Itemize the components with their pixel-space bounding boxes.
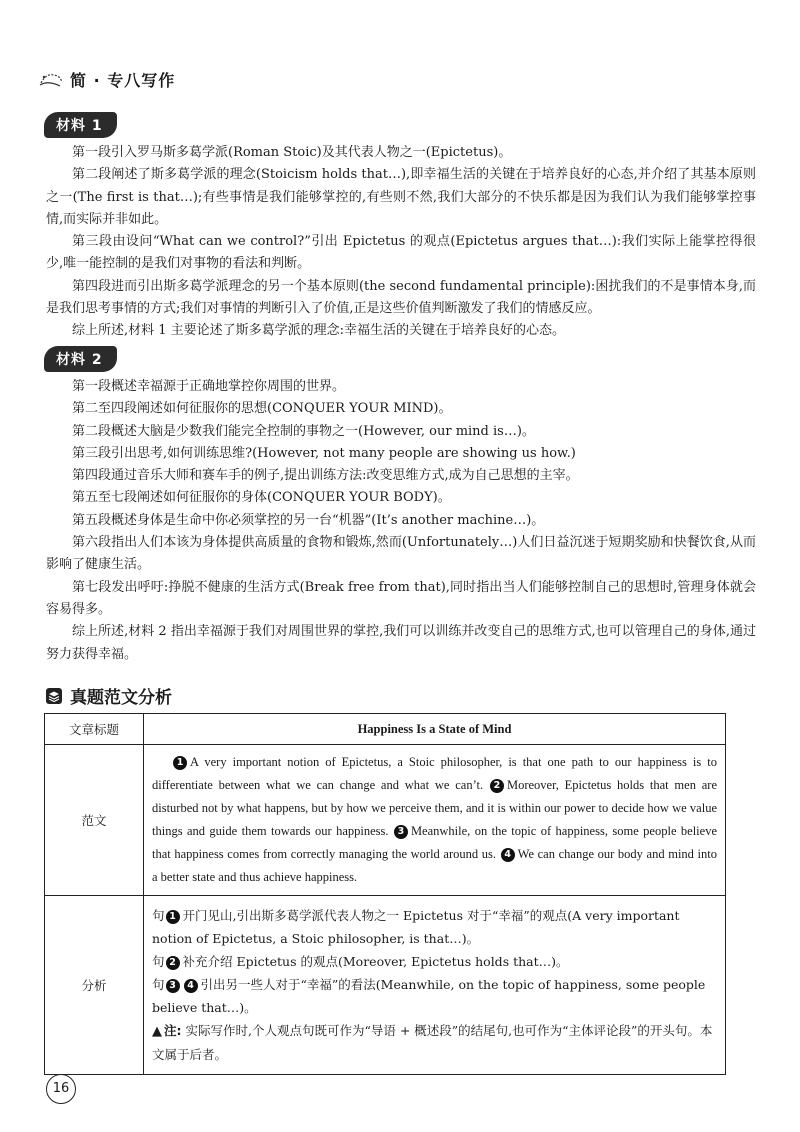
sentence-prefix: 句 — [152, 954, 165, 969]
material-2-paragraph: 第五至七段阐述如何征服你的身体(CONQUER YOUR BODY)。 — [72, 490, 451, 506]
analysis-line — [152, 950, 717, 973]
analysis-line — [152, 973, 717, 1019]
material-2-paragraph: 综上所述,材料 2 指出幸福源于我们对周围世界的掌控,我们可以训练并改变自己的思维方式,也可以管理自己的身体,通过努力获得幸福。 — [46, 624, 756, 662]
sentence-number-badge: 3 — [394, 825, 408, 839]
material-2-badge: 材料 2 — [44, 346, 117, 372]
page-number: 16 — [46, 1074, 76, 1104]
material-1-paragraph: 第二段阐述了斯多葛学派的理念(Stoicism holds that…),即幸福生活的关键在于培养良好的心态,并介绍了其基本原则之一(The first is that…);有些事情是我们能够掌控的,有些则不然,我们大部分的不快乐都是因为我们认为我们能够掌控事情,而实际并非如此。 — [46, 167, 756, 227]
book-logo-icon — [38, 69, 64, 91]
material-2-paragraph: 第二至四段阐述如何征服你的思想(CONQUER YOUR MIND)。 — [72, 401, 452, 417]
material-2-summary — [46, 376, 756, 666]
warning-icon: ▲ — [152, 1024, 162, 1039]
material-2-paragraph: 第五段概述身体是生命中你必须掌控的另一台“机器”(It’s another machine…)。 — [72, 512, 545, 528]
material-2-paragraph: 第一段概述幸福源于正确地掌控你周围的世界。 — [72, 379, 346, 394]
section-heading — [46, 683, 172, 708]
material-1-paragraph: 第三段由设问“What can we control?”引出 Epictetus 的观点(Epictetus argues that…):我们实际上能掌控得很少,唯一能控制的是我们对事物的看法和判断。 — [46, 234, 756, 272]
essay-sentence: A very important notion of Epictetus, a Stoic philosopher, is that one path to our happiness is to differentiate between what we can change and what we can’t. — [152, 755, 717, 792]
material-2-paragraph: 第三段引出思考,如何训练思维?(However, not many people are showing us how.) — [72, 445, 576, 461]
analysis-note — [152, 1019, 717, 1066]
analysis-label-cell: 分析 — [45, 896, 144, 1075]
sentence-number-badge: 1 — [173, 756, 187, 770]
sentence-number-badge: 2 — [166, 956, 180, 970]
analysis-text: 引出另一些人对于“幸福”的看法(Meanwhile, on the topic of happiness, some people believe that…)。 — [152, 977, 706, 1015]
sentence-number-badge: 4 — [501, 848, 515, 862]
essay-sentence: Meanwhile, on the topic of happiness, some people believe that happiness comes from correctly managing the world around us. — [152, 824, 717, 861]
essay-title-cell: Happiness Is a State of Mind — [144, 714, 726, 745]
material-2-paragraph: 第七段发出呼吁:挣脱不健康的生活方式(Break free from that),同时指出当人们能够控制自己的思想时,管理身体就会容易得多。 — [46, 579, 756, 617]
material-1-paragraph: 综上所述,材料 1 主要论述了斯多葛学派的理念:幸福生活的关键在于培养良好的心态。 — [72, 323, 566, 339]
material-1-paragraph: 第四段进而引出斯多葛学派理念的另一个基本原则(the second fundamental principle):困扰我们的不是事情本身,而是我们思考事情的方式;我们对事情的判断引入了价值,正是这些价值判断激发了我们的情感反应。 — [46, 278, 756, 317]
material-1-badge: 材料 1 — [44, 112, 117, 138]
sentence-number-badge: 4 — [184, 979, 198, 993]
essay-analysis-table — [44, 713, 726, 1075]
analysis-text: 补充介绍 Epictetus 的观点(Moreover, Epictetus holds that…)。 — [182, 954, 569, 969]
title-label-cell: 文章标题 — [45, 714, 144, 745]
material-1-summary — [46, 142, 756, 343]
material-2-paragraph: 第二段概述大脑是少数我们能完全控制的事物之一(However, our mind is…)。 — [72, 423, 535, 439]
sentence-number-badge: 3 — [166, 979, 180, 993]
table-row — [45, 896, 726, 1075]
note-label: 注: — [164, 1023, 182, 1038]
section-title: 真题范文分析 — [70, 688, 172, 708]
sentence-prefix: 句 — [152, 977, 165, 992]
stack-icon — [46, 688, 62, 704]
essay-text-cell — [144, 745, 726, 896]
running-header — [38, 68, 175, 91]
sentence-number-badge: 1 — [166, 910, 180, 924]
analysis-text: 开门见山,引出斯多葛学派代表人物之一 Epictetus 对于“幸福”的观点(A very important notion of Epictetus, a Stoic philosopher, is that…)。 — [152, 908, 680, 946]
material-2-paragraph: 第六段指出人们本该为身体提供高质量的食物和锻炼,然而(Unfortunately…)人们日益沉迷于短期奖励和快餐饮食,从而影响了健康生活。 — [46, 535, 756, 573]
sentence-prefix: 句 — [152, 908, 165, 923]
analysis-line — [152, 904, 717, 950]
essay-sentence: Moreover, Epictetus holds that men are disturbed not by what happens, but by how we perceive them, and it is within our power to decide how we value things and guide them towards our happiness. — [152, 778, 718, 838]
analysis-text-cell — [144, 896, 726, 1075]
header-title: 简 · 专八写作 — [70, 71, 176, 90]
essay-sentence: We can change our body and mind into a better state and thus achieve happiness. — [152, 847, 717, 884]
material-2-paragraph: 第四段通过音乐大师和赛车手的例子,提出训练方法:改变思维方式,成为自己思想的主宰。 — [72, 468, 579, 484]
table-row — [45, 745, 726, 896]
material-1-paragraph: 第一段引入罗马斯多葛学派(Roman Stoic)及其代表人物之一(Epictetus)。 — [72, 145, 512, 160]
note-text: 实际写作时,个人观点句既可作为“导语 + 概述段”的结尾句,也可作为“主体评论段”的开头句。本文属于后者。 — [152, 1023, 713, 1062]
table-row — [45, 714, 726, 745]
sentence-number-badge: 2 — [490, 779, 504, 793]
essay-label-cell: 范文 — [45, 745, 144, 896]
